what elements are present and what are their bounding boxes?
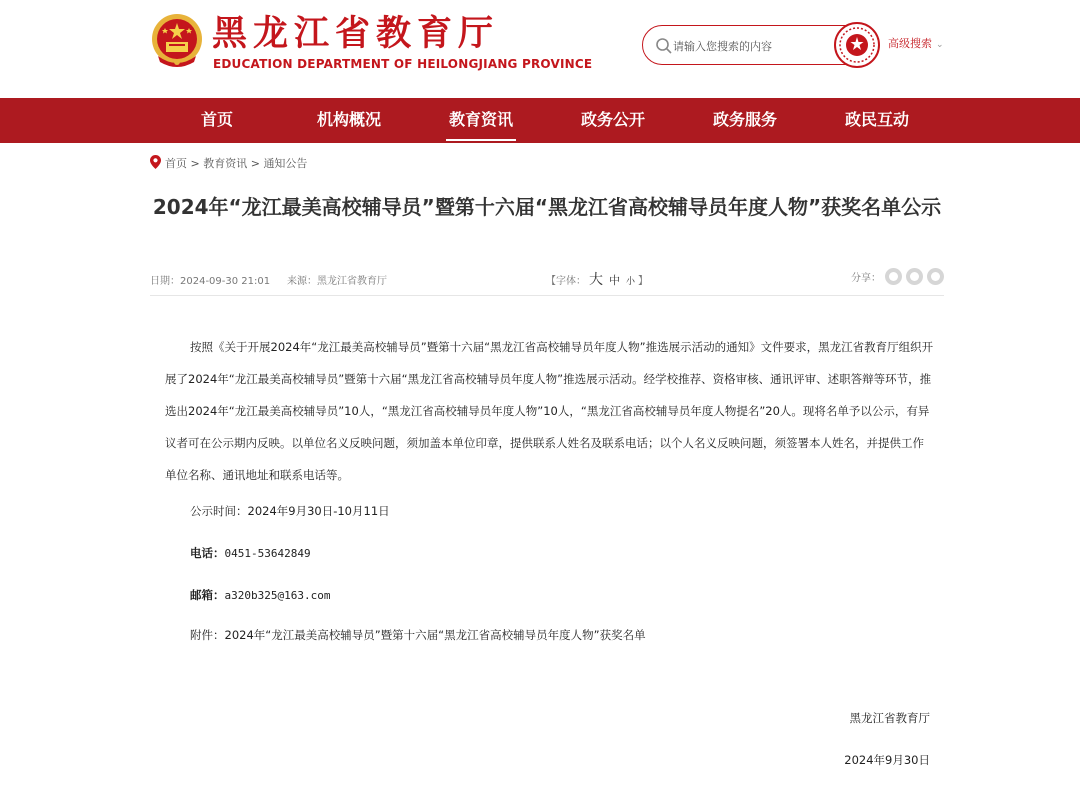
site-header bbox=[0, 0, 1080, 98]
font-size-label: 【字体： bbox=[546, 276, 586, 287]
breadcrumb-separator: > bbox=[187, 157, 204, 170]
phone-label: 电话： bbox=[190, 546, 225, 560]
search-input[interactable] bbox=[673, 36, 833, 56]
search-icon[interactable] bbox=[655, 37, 673, 55]
email-label: 邮箱： bbox=[190, 588, 225, 602]
site-title-en: EDUCATION DEPARTMENT OF HEILONGJIANG PROVINCE bbox=[213, 57, 593, 71]
national-emblem-logo[interactable] bbox=[150, 12, 204, 70]
breadcrumb-home[interactable]: 首页 bbox=[165, 157, 187, 170]
search-box bbox=[642, 25, 866, 65]
article-paragraph: 按照《关于开展2024年“龙江最美高校辅导员”暨第十六届“黑龙江省高校辅导员年度人物”推选展示活动的通知》文件要求，黑龙江省教育厅组织开展了2024年“龙江最美高校辅导员”暨第十六届“黑龙江省高校辅导员年度人物”推选展示活动。经学校推荐、资格审核、通讯评审、述职答辩等环节，推选出2024年“龙江最美高校辅导员”10人，“黑龙江省高校辅导员年度人物”10人，“黑龙江省高校辅导员年度人物提名”20人。现将名单予以公示，有异议者可在公示期内反映。以单位名义反映问题，须加盖本单位印章，提供联系人姓名及联系电话；以个人名义反映问题，须签署本人姓名，并提供工作单位名称、通讯地址和联系电话等。 bbox=[165, 340, 934, 482]
nav-item-interaction[interactable]: 政民互动 bbox=[844, 110, 909, 129]
email-value[interactable]: a320b325@163.com bbox=[224, 589, 331, 602]
share-icon[interactable] bbox=[885, 268, 902, 285]
breadcrumb-news[interactable]: 教育资讯 bbox=[203, 157, 248, 170]
font-size-small-button[interactable]: 小 bbox=[626, 277, 636, 287]
share-bar bbox=[851, 268, 944, 285]
article-date: 日期：2024-09-30 21:01 bbox=[150, 276, 271, 287]
nav-item-about[interactable]: 机构概况 bbox=[316, 110, 381, 129]
advanced-search-link[interactable] bbox=[888, 35, 944, 51]
nav-item-gov-service[interactable]: 政务服务 bbox=[712, 110, 777, 129]
share-icon[interactable] bbox=[927, 268, 944, 285]
attachment-link[interactable]: 附件：2024年“龙江最美高校辅导员”暨第十六届“黑龙江省高校辅导员年度人物”获奖名单 bbox=[190, 628, 646, 642]
article-meta bbox=[150, 272, 944, 288]
font-size-close-bracket: 】 bbox=[638, 276, 649, 287]
phone-value: 0451-53642849 bbox=[224, 547, 311, 560]
contact-phone bbox=[190, 545, 311, 561]
font-size-medium-button[interactable]: 中 bbox=[609, 274, 620, 287]
site-title-cn[interactable]: 黑龙江省教育厅 bbox=[212, 13, 500, 54]
signature-org: 黑龙江省教育厅 bbox=[849, 711, 930, 725]
search-submit-emblem-icon[interactable] bbox=[834, 22, 880, 68]
nav-item-home[interactable]: 首页 bbox=[200, 110, 233, 129]
publicity-time: 公示时间：2024年9月30日-10月11日 bbox=[190, 504, 390, 518]
font-size-large-button[interactable]: 大 bbox=[589, 272, 603, 288]
share-label: 分享： bbox=[851, 273, 881, 284]
breadcrumb bbox=[150, 155, 307, 171]
breadcrumb-separator: > bbox=[247, 157, 264, 170]
main-nav bbox=[0, 98, 1080, 143]
advanced-search-label: 高级搜索 bbox=[888, 37, 932, 50]
meta-divider bbox=[150, 295, 944, 296]
location-pin-icon bbox=[150, 155, 161, 169]
breadcrumb-notices[interactable]: 通知公告 bbox=[263, 157, 308, 170]
nav-item-gov-open[interactable]: 政务公开 bbox=[580, 110, 645, 129]
article-source: 来源：黑龙江省教育厅 bbox=[287, 276, 387, 287]
nav-item-news[interactable]: 教育资讯 bbox=[446, 98, 516, 143]
article-title: 2024年“龙江最美高校辅导员”暨第十六届“黑龙江省高校辅导员年度人物”获奖名单公示 bbox=[152, 195, 942, 219]
contact-email bbox=[190, 587, 330, 603]
signature-date: 2024年9月30日 bbox=[844, 753, 930, 767]
share-icon[interactable] bbox=[906, 268, 923, 285]
chevron-down-icon: ⌄ bbox=[936, 40, 944, 50]
font-size-switcher bbox=[546, 269, 648, 289]
